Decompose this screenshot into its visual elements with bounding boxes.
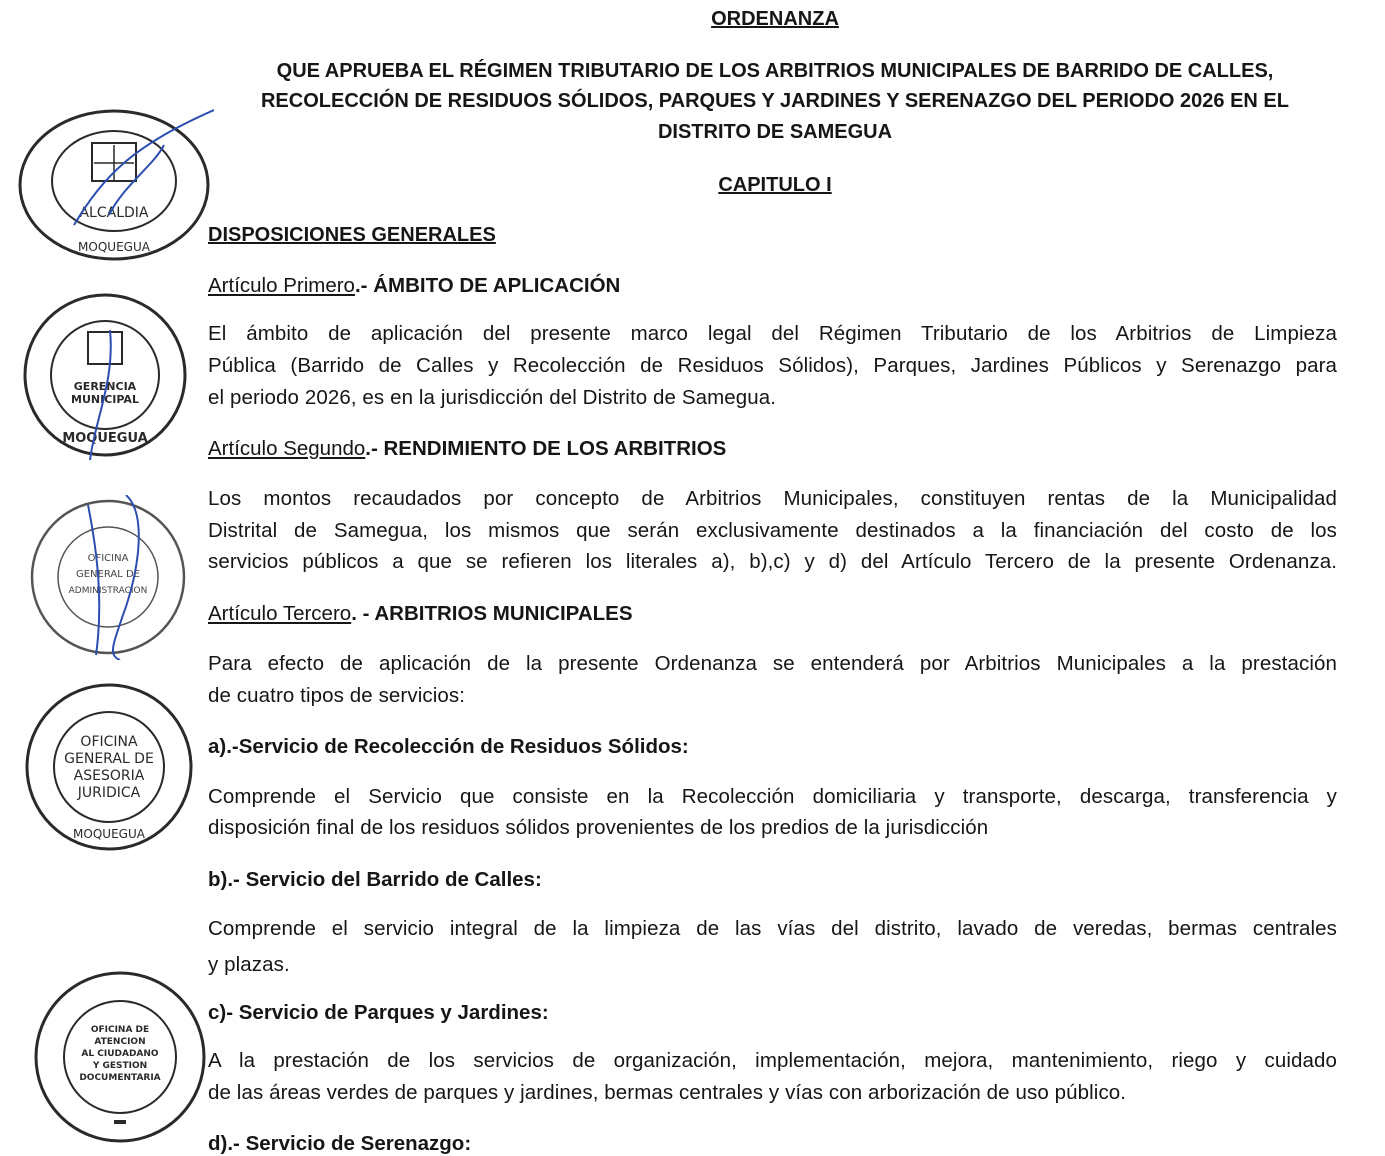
service-c-line-1: A la prestación de los servicios de organización, implementación, mejora, mantenimiento, riego y cuidado [208, 1049, 1337, 1072]
service-d-heading: d).- Servicio de Serenazgo: [208, 1132, 472, 1155]
article-2-line-2: Distrital de Samegua, los mismos que serán exclusivamente destinados a la financiación del costo de los [208, 519, 1337, 542]
svg-text:MOQUEGUA: MOQUEGUA [78, 240, 150, 254]
article-2-line-3: servicios públicos a que se refieren los literales a), b),c) y d) del Artículo Tercero de la presente Ordenanza. [208, 550, 1337, 573]
svg-text:MUNICIPAL: MUNICIPAL [71, 393, 139, 406]
svg-text:GENERAL DE: GENERAL DE [64, 751, 154, 767]
service-b-line-1: Comprende el servicio integral de la limpieza de las vías del distrito, lavado de veredas, bermas centrales [208, 917, 1337, 940]
svg-text:JURIDICA: JURIDICA [77, 785, 141, 801]
svg-text:OFICINA: OFICINA [80, 734, 138, 750]
article-1-separator: .- [354, 274, 374, 297]
article-1-line-2: Pública (Barrido de Calles y Recolección de Residuos Sólidos), Parques, Jardines Públicos y Serenazgo para [208, 354, 1337, 377]
svg-text:OFICINA DE: OFICINA DE [90, 1025, 150, 1035]
seal-asesoria-juridica [22, 680, 197, 855]
service-c-heading: c)- Servicio de Parques y Jardines: [208, 1001, 549, 1024]
svg-text:GERENCIA: GERENCIA [73, 380, 137, 393]
seal-atencion-ciudadano [30, 970, 210, 1145]
article-1-label: Artículo Primero [208, 274, 355, 297]
service-a-heading: a).-Servicio de Recolección de Residuos Sólidos: [208, 735, 689, 758]
article-2-label: Artículo Segundo [208, 437, 366, 460]
service-b-heading: b).- Servicio del Barrido de Calles: [208, 868, 542, 891]
service-a-line-1: Comprende el Servicio que consiste en la Recolección domiciliaria y transporte, descarga, transferencia y [208, 785, 1337, 808]
article-2-line-1: Los montos recaudados por concepto de Arbitrios Municipales, constituyen rentas de la Municipalidad [208, 487, 1337, 510]
section-title: DISPOSICIONES GENERALES [208, 224, 496, 246]
document-subtitle-line-3: DISTRITO DE SAMEGUA [657, 121, 893, 143]
article-3-line-2: de cuatro tipos de servicios: [208, 684, 465, 707]
service-a-line-2: disposición final de los residuos sólidos provenientes de los predios de la jurisdicción [208, 816, 989, 839]
svg-text:ATENCION: ATENCION [94, 1037, 146, 1047]
article-2-title: RENDIMIENTO DE LOS ARBITRIOS [383, 437, 727, 460]
svg-text:GENERAL DE: GENERAL DE [75, 569, 141, 580]
chapter-title: CAPITULO I [718, 174, 832, 196]
svg-text:MOQUEGUA: MOQUEGUA [73, 827, 145, 841]
svg-text:AL CIUDADANO: AL CIUDADANO [81, 1049, 159, 1059]
document-subtitle-line-2: RECOLECCIÓN DE RESIDUOS SÓLIDOS, PARQUES Y JARDINES Y SERENAZGO DEL PERIODO 2026 EN EL [260, 90, 1289, 112]
document-title: ORDENANZA [711, 8, 839, 30]
article-3-line-1: Para efecto de aplicación de la presente Ordenanza se entenderá por Arbitrios Municipales a la prestación [208, 652, 1337, 675]
article-3-title: ARBITRIOS MUNICIPALES [374, 602, 633, 625]
seal-oficina-administracion [28, 495, 188, 660]
article-1-line-1: El ámbito de aplicación del presente marco legal del Régimen Tributario de los Arbitrios de Limpieza [208, 322, 1337, 345]
seal-gerencia-municipal [20, 290, 190, 460]
svg-text:DOCUMENTARIA: DOCUMENTARIA [79, 1073, 161, 1083]
svg-text:Y GESTION: Y GESTION [92, 1061, 148, 1071]
seal-alcaldia [14, 105, 214, 265]
article-1-title: ÁMBITO DE APLICACIÓN [373, 274, 621, 297]
article-1-heading [208, 274, 620, 298]
article-3-separator: . - [351, 602, 375, 625]
svg-text:ALCALDIA: ALCALDIA [79, 205, 149, 221]
article-2-separator: .- [365, 437, 384, 460]
article-3-heading [208, 602, 633, 626]
article-3-label: Artículo Tercero [208, 602, 352, 625]
svg-text:OFICINA: OFICINA [87, 553, 129, 564]
article-2-heading [208, 437, 726, 461]
article-1-line-3: el periodo 2026, es en la jurisdicción del Distrito de Samegua. [208, 386, 777, 409]
svg-text:MOQUEGUA: MOQUEGUA [62, 431, 148, 446]
svg-text:ASESORIA: ASESORIA [73, 768, 145, 784]
document-subtitle-line-1: QUE APRUEBA EL RÉGIMEN TRIBUTARIO DE LOS ARBITRIOS MUNICIPALES DE BARRIDO DE CALLES, [276, 60, 1274, 82]
service-b-line-2: y plazas. [208, 953, 290, 976]
service-c-line-2: de las áreas verdes de parques y jardines, bermas centrales y vías con arborización de uso público. [208, 1081, 1127, 1104]
svg-text:ADMINISTRACION: ADMINISTRACION [68, 586, 148, 596]
